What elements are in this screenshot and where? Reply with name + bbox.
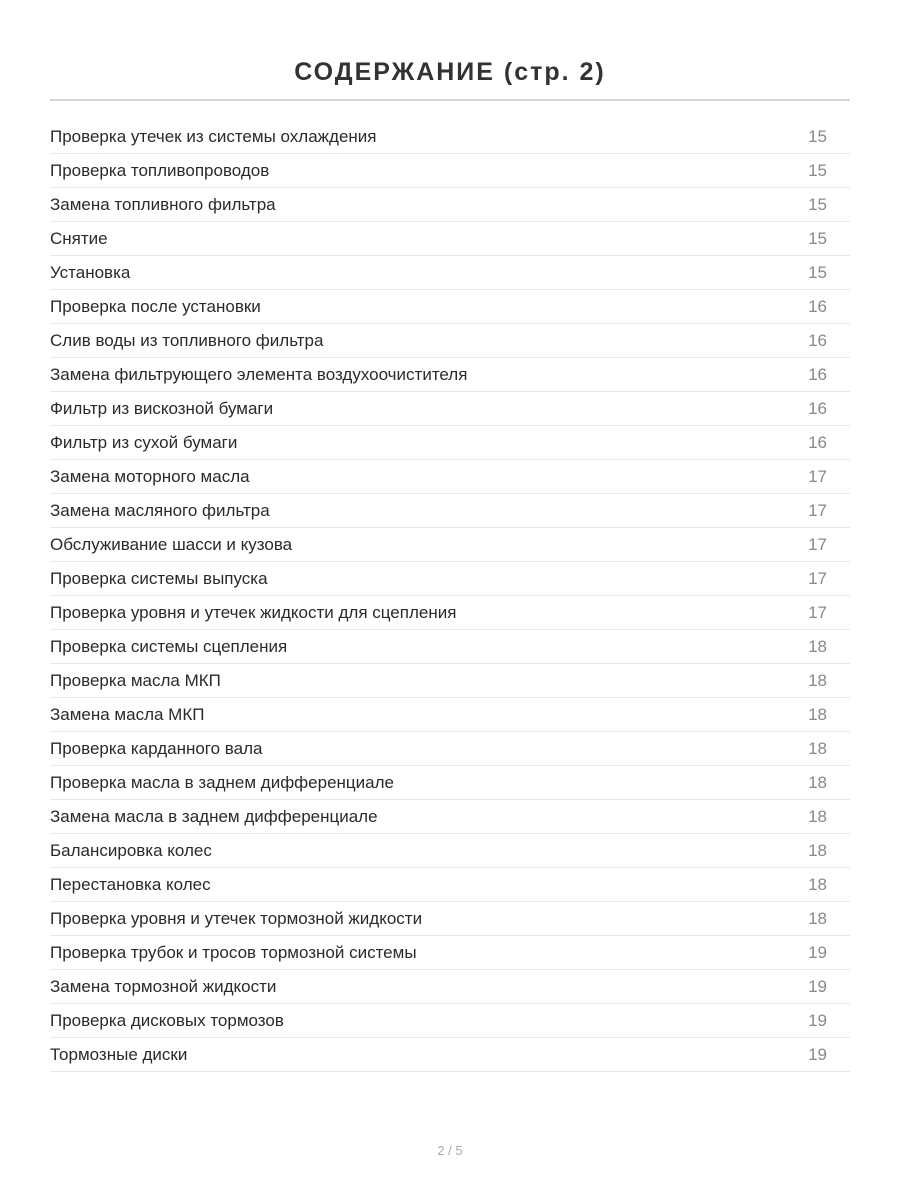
toc-entry-title[interactable]: Замена фильтрующего элемента воздухоочистителя — [50, 364, 468, 384]
toc-entry-title[interactable]: Тормозные диски — [50, 1044, 188, 1064]
toc-entry-title[interactable]: Проверка дисковых тормозов — [50, 1010, 284, 1030]
toc-entry-page-number: 17 — [808, 466, 827, 486]
toc-entry-title[interactable]: Проверка топливопроводов — [50, 160, 270, 180]
toc-entry-title[interactable]: Замена тормозной жидкости — [50, 976, 277, 996]
toc-entry[interactable] — [50, 868, 850, 902]
toc-entry-page-number: 16 — [808, 398, 827, 418]
page-indicator: 2 / 5 — [437, 1143, 463, 1158]
toc-entry-title[interactable]: Обслуживание шасси и кузова — [50, 534, 293, 554]
toc-entry[interactable] — [50, 392, 850, 426]
toc-entry[interactable] — [50, 188, 850, 222]
toc-entry[interactable] — [50, 290, 850, 324]
toc-entry-title[interactable]: Проверка масла МКП — [50, 670, 221, 690]
toc-entry[interactable] — [50, 222, 850, 256]
toc-entry-page-number: 17 — [808, 602, 827, 622]
toc-entry-page-number: 18 — [808, 704, 827, 724]
toc-entry-title[interactable]: Перестановка колес — [50, 874, 211, 894]
toc-entry-page-number: 18 — [808, 908, 827, 928]
toc-entry-title[interactable]: Замена масла в заднем дифференциале — [50, 806, 378, 826]
toc-entry[interactable] — [50, 936, 850, 970]
toc-entry-page-number: 18 — [808, 670, 827, 690]
toc-entry-title[interactable]: Проверка трубок и тросов тормозной системы — [50, 942, 417, 962]
toc-entry-title[interactable]: Балансировка колес — [50, 840, 212, 860]
toc-entry-page-number: 15 — [808, 126, 827, 146]
toc-entry-page-number: 19 — [808, 1044, 827, 1064]
toc-entry[interactable] — [50, 1004, 850, 1038]
toc-entry[interactable] — [50, 698, 850, 732]
toc-entry-page-number: 15 — [808, 262, 827, 282]
toc-entry-page-number: 17 — [808, 500, 827, 520]
toc-entry[interactable] — [50, 460, 850, 494]
toc-entry-title[interactable]: Замена топливного фильтра — [50, 194, 276, 214]
toc-entry-title[interactable]: Замена масляного фильтра — [50, 500, 270, 520]
toc-entry-title[interactable]: Проверка масла в заднем дифференциале — [50, 772, 394, 792]
toc-entry[interactable] — [50, 562, 850, 596]
toc-entry-page-number: 18 — [808, 772, 827, 792]
toc-entry[interactable] — [50, 902, 850, 936]
toc-entry-title[interactable]: Проверка уровня и утечек жидкости для сцепления — [50, 602, 457, 622]
toc-entry-page-number: 19 — [808, 942, 827, 962]
toc-entry[interactable] — [50, 664, 850, 698]
toc-entry-page-number: 17 — [808, 568, 827, 588]
toc-entry-title[interactable]: Замена моторного масла — [50, 466, 250, 486]
toc-entry-page-number: 16 — [808, 296, 827, 316]
toc-entry-page-number: 15 — [808, 160, 827, 180]
toc-entry[interactable] — [50, 426, 850, 460]
toc-entry[interactable] — [50, 120, 850, 154]
toc-entry[interactable] — [50, 800, 850, 834]
toc-entry[interactable] — [50, 528, 850, 562]
page-title: СОДЕРЖАНИЕ (стр. 2) — [294, 57, 606, 86]
toc-entry-page-number: 16 — [808, 364, 827, 384]
toc-entry-page-number: 18 — [808, 840, 827, 860]
toc-entry[interactable] — [50, 1038, 850, 1072]
toc-entry[interactable] — [50, 834, 850, 868]
toc-entry-page-number: 18 — [808, 738, 827, 758]
toc-entry-page-number: 18 — [808, 874, 827, 894]
toc-entry-title[interactable]: Проверка уровня и утечек тормозной жидкости — [50, 908, 423, 928]
toc-entry-title[interactable]: Проверка системы выпуска — [50, 568, 268, 588]
toc-entry-page-number: 18 — [808, 636, 827, 656]
toc-entry-page-number: 18 — [808, 806, 827, 826]
table-of-contents — [50, 120, 850, 1072]
toc-entry-page-number: 16 — [808, 432, 827, 452]
toc-entry-page-number: 19 — [808, 1010, 827, 1030]
toc-entry-page-number: 15 — [808, 228, 827, 248]
toc-entry[interactable] — [50, 970, 850, 1004]
toc-entry-title[interactable]: Фильтр из вискозной бумаги — [50, 398, 274, 418]
toc-entry-title[interactable]: Проверка системы сцепления — [50, 636, 288, 656]
toc-entry-title[interactable]: Замена масла МКП — [50, 704, 205, 724]
toc-entry-title[interactable]: Проверка карданного вала — [50, 738, 263, 758]
toc-entry[interactable] — [50, 256, 850, 290]
toc-entry[interactable] — [50, 766, 850, 800]
toc-entry-title[interactable]: Снятие — [50, 228, 108, 248]
toc-entry-title[interactable]: Слив воды из топливного фильтра — [50, 330, 324, 350]
toc-entry[interactable] — [50, 494, 850, 528]
toc-entry[interactable] — [50, 596, 850, 630]
toc-entry[interactable] — [50, 154, 850, 188]
toc-entry-title[interactable]: Установка — [50, 262, 131, 282]
toc-entry[interactable] — [50, 630, 850, 664]
toc-entry-title[interactable]: Проверка утечек из системы охлаждения — [50, 126, 377, 146]
toc-entry-title[interactable]: Фильтр из сухой бумаги — [50, 432, 238, 452]
title-divider — [50, 99, 850, 101]
toc-entry[interactable] — [50, 732, 850, 766]
toc-entry-page-number: 17 — [808, 534, 827, 554]
toc-entry-page-number: 16 — [808, 330, 827, 350]
toc-entry[interactable] — [50, 358, 850, 392]
toc-entry[interactable] — [50, 324, 850, 358]
toc-entry-title[interactable]: Проверка после установки — [50, 296, 261, 316]
toc-entry-page-number: 15 — [808, 194, 827, 214]
toc-entry-page-number: 19 — [808, 976, 827, 996]
